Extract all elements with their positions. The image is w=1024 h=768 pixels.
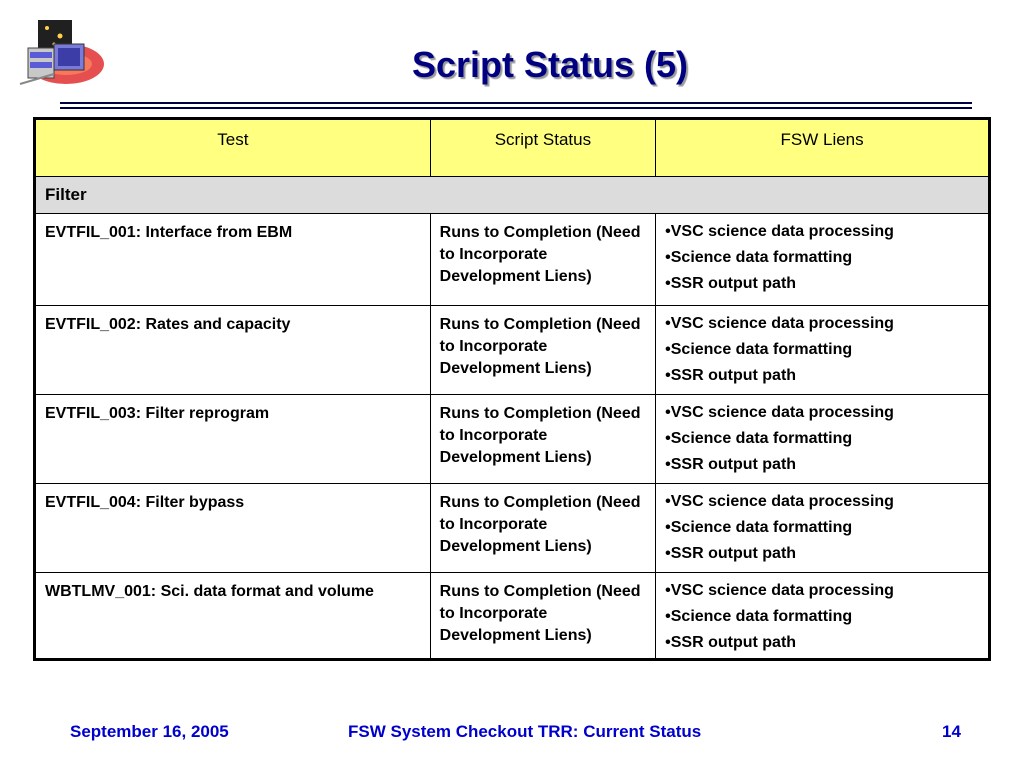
script-status-text: Runs to Completion (Need to Incorporate Development Liens) (439, 583, 641, 644)
status-cell (430, 214, 655, 306)
lien-item: •Science data formatting (665, 608, 853, 625)
script-status-text: Runs to Completion (Need to Incorporate Development Liens) (439, 316, 641, 377)
test-name: WBTLMV_001: Sci. data format and volume (45, 583, 374, 600)
table-row (35, 484, 990, 573)
lien-item: •VSC science data processing (665, 582, 894, 599)
lien-item: •VSC science data processing (665, 493, 894, 510)
section-row (35, 177, 990, 214)
lien-item: •VSC science data processing (665, 223, 894, 240)
script-status-table (33, 117, 991, 661)
satellite-logo (14, 14, 110, 94)
liens-cell (656, 484, 990, 573)
table-row (35, 395, 990, 484)
test-cell (35, 395, 431, 484)
liens-cell (656, 395, 990, 484)
status-cell (430, 573, 655, 660)
header-fsw-liens: FSW Liens (656, 119, 990, 177)
lien-item: •SSR output path (665, 367, 797, 384)
section-label: Filter (35, 177, 990, 214)
test-name: EVTFIL_004: Filter bypass (45, 494, 245, 511)
script-status-text: Runs to Completion (Need to Incorporate Development Liens) (439, 224, 641, 285)
page-title: Script Status (5) (411, 44, 689, 85)
liens-cell (656, 214, 990, 306)
lien-item: •Science data formatting (665, 430, 853, 447)
lien-item: •SSR output path (665, 456, 797, 473)
test-cell (35, 214, 431, 306)
status-cell (430, 306, 655, 395)
title-rule-bottom (60, 107, 972, 109)
table-row (35, 306, 990, 395)
test-name: EVTFIL_003: Filter reprogram (45, 405, 270, 422)
liens-cell (656, 573, 990, 660)
lien-item: •VSC science data processing (665, 404, 894, 421)
table-header-row (35, 119, 990, 177)
page-number: 14 (942, 722, 961, 741)
table-row (35, 214, 990, 306)
script-status-text: Runs to Completion (Need to Incorporate Development Liens) (439, 405, 641, 466)
lien-item: •Science data formatting (665, 341, 853, 358)
footer-title: FSW System Checkout TRR: Current Status (348, 722, 702, 741)
satellite-logo-icon (14, 14, 110, 94)
test-cell (35, 573, 431, 660)
lien-item: •SSR output path (665, 634, 797, 651)
header-script-status: Script Status (430, 119, 655, 177)
test-cell (35, 484, 431, 573)
lien-item: •SSR output path (665, 275, 797, 292)
footer-date: September 16, 2005 (70, 722, 229, 741)
test-cell (35, 306, 431, 395)
lien-item: •SSR output path (665, 545, 797, 562)
lien-item: •Science data formatting (665, 519, 853, 536)
header-test: Test (35, 119, 431, 177)
lien-item: •VSC science data processing (665, 315, 894, 332)
status-cell (430, 395, 655, 484)
liens-cell (656, 306, 990, 395)
title-rule-top (60, 102, 972, 104)
lien-item: •Science data formatting (665, 249, 853, 266)
test-name: EVTFIL_001: Interface from EBM (45, 224, 293, 241)
test-name: EVTFIL_002: Rates and capacity (45, 316, 291, 333)
status-cell (430, 484, 655, 573)
script-status-text: Runs to Completion (Need to Incorporate Development Liens) (439, 494, 641, 555)
table-row (35, 573, 990, 660)
